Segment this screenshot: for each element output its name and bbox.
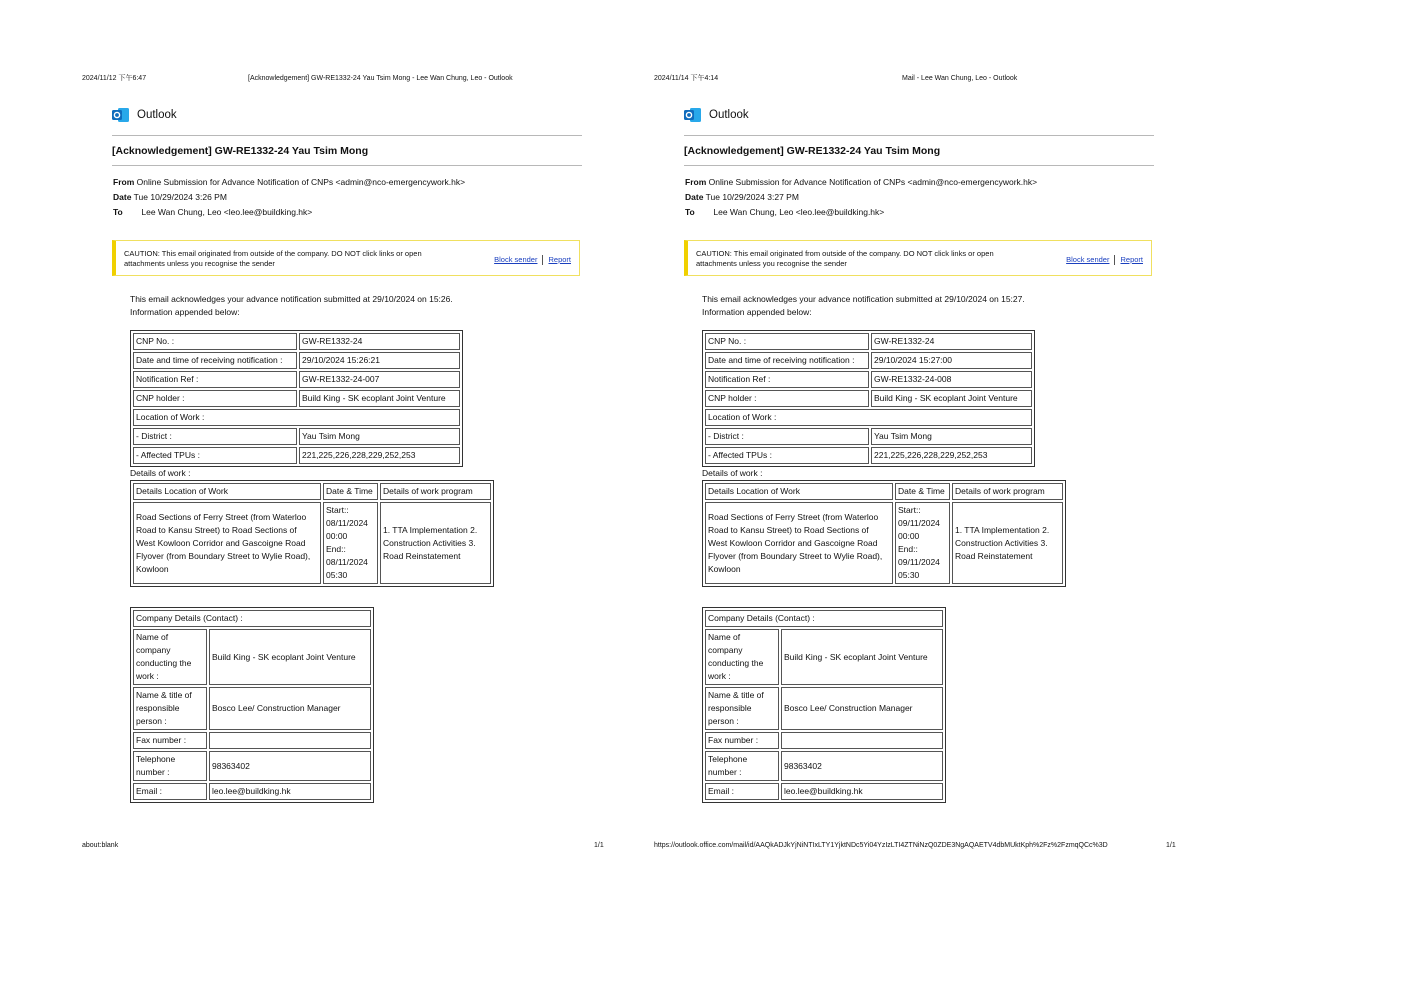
district-label: - District : [133,428,297,445]
end-value: 08/11/2024 05:30 [326,557,368,580]
outlook-logo-icon [684,107,702,123]
table-row [133,610,371,627]
table-row [705,732,943,749]
fax-value [781,732,943,749]
footer-url: https://outlook.office.com/mail/id/AAQkADJkYjNiNTIxLTY1YjktNDc5Yi04YzIzLTI4ZTNiNzQ0ZDE3NgAQAETV4dbMUktKph%2Fz%2FzmqQCc%3D [654,842,1108,849]
block-sender-link[interactable]: Block sender [494,255,538,264]
work-datetime [895,502,950,584]
details-heading: Details of work : [702,468,763,478]
tpu-value: 221,225,226,228,229,252,253 [871,447,1032,464]
start-label: Start:: [326,505,349,515]
caution-banner [112,240,580,276]
work-datetime [323,502,378,584]
link-separator [542,255,543,265]
to-line [685,207,884,217]
responsible-label: Name & title of responsible person : [705,687,779,730]
date-value: Tue 10/29/2024 3:26 PM [133,192,227,202]
from-value: Online Submission for Advance Notification of CNPs <admin@nco-emergencywork.hk> [708,177,1038,187]
email-value: leo.lee@buildking.hk [781,783,943,800]
table-row [133,687,371,730]
company-heading: Company Details (Contact) : [133,610,371,627]
work-details-table [702,480,1066,587]
receive-time-value: 29/10/2024 15:26:21 [299,352,460,369]
date-label: Date [113,192,132,202]
intro-text [702,293,1025,319]
divider [684,135,1154,136]
location-label: Location of Work : [705,409,1032,426]
start-label: Start:: [898,505,921,515]
company-name-value: Build King - SK ecoplant Joint Venture [781,629,943,685]
telephone-label: Telephone number : [705,751,779,781]
divider [684,165,1154,166]
table-row [705,390,1032,407]
company-details-table [130,607,374,803]
block-sender-link[interactable]: Block sender [1066,255,1110,264]
email-value: leo.lee@buildking.hk [209,783,371,800]
work-details-table [130,480,494,587]
table-row [133,409,460,426]
tpu-label: - Affected TPUs : [133,447,297,464]
work-header-program: Details of work program [380,483,491,500]
table-row [705,483,1063,500]
date-line [113,192,227,202]
district-value: Yau Tsim Mong [871,428,1032,445]
work-header-datetime: Date & Time [323,483,378,500]
link-separator [1114,255,1115,265]
email-subject: [Acknowledgement] GW-RE1332-24 Yau Tsim Mong [112,145,369,157]
tpu-label: - Affected TPUs : [705,447,869,464]
table-row [133,352,460,369]
company-name-value: Build King - SK ecoplant Joint Venture [209,629,371,685]
table-row [133,502,491,584]
printed-page-2 [654,0,1214,992]
table-row [133,390,460,407]
start-value: 08/11/2024 00:00 [326,518,368,541]
cnp-holder-value: Build King - SK ecoplant Joint Venture [871,390,1032,407]
table-row [133,783,371,800]
fax-value [209,732,371,749]
intro-line-1: This email acknowledges your advance notification submitted at 29/10/2024 on 15:27. [702,294,1025,304]
to-label: To [685,207,695,217]
table-row [133,428,460,445]
table-row [133,751,371,781]
to-label: To [113,207,123,217]
notification-ref-label: Notification Ref : [705,371,869,388]
print-title: [Acknowledgement] GW-RE1332-24 Yau Tsim Mong - Lee Wan Chung, Leo - Outlook [248,75,513,82]
tpu-value: 221,225,226,228,229,252,253 [299,447,460,464]
district-label: - District : [705,428,869,445]
table-row [133,447,460,464]
cnp-holder-label: CNP holder : [133,390,297,407]
work-location: Road Sections of Ferry Street (from Waterloo Road to Kansu Street) to Road Sections of West Kowloon Corridor and Gascoigne Road Flyover (from Boundary Street to Wylie Road), Kowloon [705,502,893,584]
notification-ref-label: Notification Ref : [133,371,297,388]
company-heading: Company Details (Contact) : [705,610,943,627]
work-header-location: Details Location of Work [705,483,893,500]
receive-time-label: Date and time of receiving notification : [705,352,869,369]
work-program: 1. TTA Implementation 2. Construction Activities 3. Road Reinstatement [380,502,491,584]
table-row [705,409,1032,426]
intro-line-1: This email acknowledges your advance notification submitted at 29/10/2024 on 15:26. [130,294,453,304]
app-name: Outlook [137,109,177,121]
cnp-no-value: GW-RE1332-24 [299,333,460,350]
date-label: Date [685,192,704,202]
table-row [133,732,371,749]
date-line [685,192,799,202]
to-line [113,207,312,217]
table-row [133,629,371,685]
to-value: Lee Wan Chung, Leo <leo.lee@buildking.hk> [141,207,313,217]
caution-banner [684,240,1152,276]
table-row [705,629,943,685]
company-name-label: Name of company conducting the work : [133,629,207,685]
table-row [705,751,943,781]
divider [112,135,582,136]
work-program: 1. TTA Implementation 2. Construction Activities 3. Road Reinstatement [952,502,1063,584]
cnp-no-label: CNP No. : [705,333,869,350]
table-row [705,687,943,730]
table-row [705,428,1032,445]
telephone-label: Telephone number : [133,751,207,781]
start-value: 09/11/2024 00:00 [898,518,940,541]
page-number: 1/1 [594,842,604,849]
table-row [705,333,1032,350]
company-details-table [702,607,946,803]
end-label: End:: [326,544,346,554]
work-header-program: Details of work program [952,483,1063,500]
to-value: Lee Wan Chung, Leo <leo.lee@buildking.hk> [713,207,885,217]
responsible-value: Bosco Lee/ Construction Manager [209,687,371,730]
from-label: From [113,177,135,187]
location-label: Location of Work : [133,409,460,426]
work-location: Road Sections of Ferry Street (from Waterloo Road to Kansu Street) to Road Sections of West Kowloon Corridor and Gascoigne Road Flyover (from Boundary Street to Wylie Road), Kowloon [133,502,321,584]
details-heading: Details of work : [130,468,191,478]
email-label: Email : [133,783,207,800]
email-subject: [Acknowledgement] GW-RE1332-24 Yau Tsim Mong [684,145,941,157]
print-date: 2024/11/14 下午4:14 [654,75,719,82]
app-name: Outlook [709,109,749,121]
report-link[interactable]: Report [1120,255,1143,264]
district-value: Yau Tsim Mong [299,428,460,445]
cnp-holder-label: CNP holder : [705,390,869,407]
from-line [113,177,465,187]
cnp-info-table [130,330,463,467]
table-row [705,610,943,627]
outlook-logo-icon [112,107,130,123]
table-row [705,371,1032,388]
fax-label: Fax number : [133,732,207,749]
cnp-holder-value: Build King - SK ecoplant Joint Venture [299,390,460,407]
cnp-no-value: GW-RE1332-24 [871,333,1032,350]
caution-text: CAUTION: This email originated from outside of the company. DO NOT click links or open attachments unless you recognise the sender [124,249,422,268]
fax-label: Fax number : [705,732,779,749]
table-row [705,783,943,800]
from-line [685,177,1037,187]
telephone-value: 98363402 [781,751,943,781]
work-header-datetime: Date & Time [895,483,950,500]
intro-line-2: Information appended below: [702,307,812,317]
intro-text [130,293,453,319]
report-link[interactable]: Report [548,255,571,264]
table-row [705,447,1032,464]
email-label: Email : [705,783,779,800]
print-title: Mail - Lee Wan Chung, Leo - Outlook [902,75,1018,82]
end-label: End:: [898,544,918,554]
company-name-label: Name of company conducting the work : [705,629,779,685]
from-label: From [685,177,707,187]
telephone-value: 98363402 [209,751,371,781]
receive-time-label: Date and time of receiving notification : [133,352,297,369]
table-row [705,352,1032,369]
footer-url: about:blank [82,842,119,849]
end-value: 09/11/2024 05:30 [898,557,940,580]
caution-text: CAUTION: This email originated from outside of the company. DO NOT click links or open attachments unless you recognise the sender [696,249,994,268]
cnp-no-label: CNP No. : [133,333,297,350]
date-value: Tue 10/29/2024 3:27 PM [705,192,799,202]
from-value: Online Submission for Advance Notification of CNPs <admin@nco-emergencywork.hk> [136,177,466,187]
receive-time-value: 29/10/2024 15:27:00 [871,352,1032,369]
intro-line-2: Information appended below: [130,307,240,317]
work-header-location: Details Location of Work [133,483,321,500]
page-number: 1/1 [1166,842,1176,849]
notification-ref-value: GW-RE1332-24-008 [871,371,1032,388]
responsible-value: Bosco Lee/ Construction Manager [781,687,943,730]
notification-ref-value: GW-RE1332-24-007 [299,371,460,388]
table-row [133,371,460,388]
table-row [705,502,1063,584]
cnp-info-table [702,330,1035,467]
printed-page-1 [82,0,642,992]
print-date: 2024/11/12 下午6:47 [82,75,147,82]
divider [112,165,582,166]
responsible-label: Name & title of responsible person : [133,687,207,730]
table-row [133,483,491,500]
table-row [133,333,460,350]
